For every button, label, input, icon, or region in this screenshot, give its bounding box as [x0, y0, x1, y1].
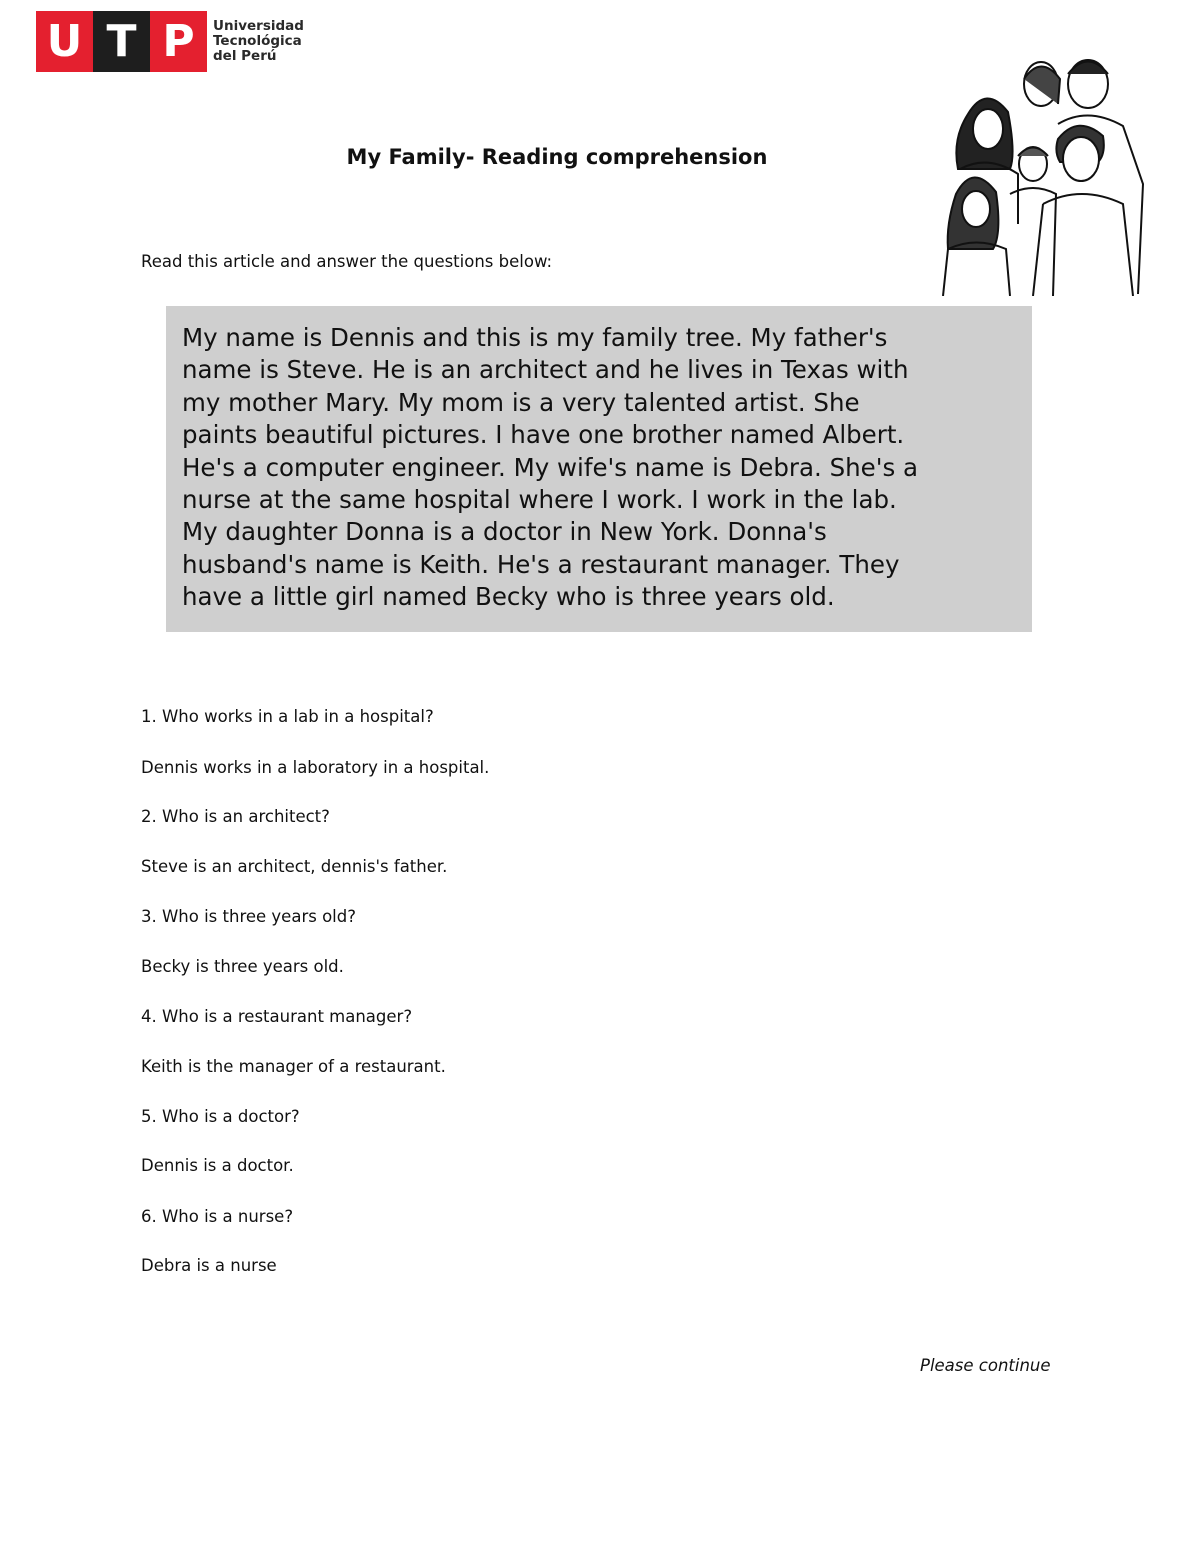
- article-line: my mother Mary. My mom is a very talented artist. She: [182, 387, 860, 417]
- answer-6: Debra is a nurse: [141, 1256, 277, 1275]
- page-title: My Family- Reading comprehension: [346, 145, 768, 169]
- article-line: husband's name is Keith. He's a restaurant manager. They: [182, 549, 900, 579]
- answer-3: Becky is three years old.: [141, 957, 344, 976]
- question-4: 4. Who is a restaurant manager?: [141, 1007, 413, 1026]
- question-5: 5. Who is a doctor?: [141, 1107, 300, 1126]
- article-line: name is Steve. He is an architect and he lives in Texas with: [182, 355, 909, 385]
- article-line: My daughter Donna is a doctor in New York. Donna's: [182, 517, 827, 547]
- logo-line-1: Universidad: [213, 17, 304, 34]
- instructions: Read this article and answer the questions below:: [141, 252, 553, 271]
- question-6: 6. Who is a nurse?: [141, 1207, 294, 1226]
- article-text: [182, 322, 1016, 614]
- answer-4: Keith is the manager of a restaurant.: [141, 1057, 446, 1076]
- logo-mark: [36, 11, 207, 72]
- please-continue-note: Please continue: [920, 1356, 1051, 1375]
- logo-letter-p: P: [150, 11, 207, 72]
- answer-1: Dennis works in a laboratory in a hospital.: [141, 758, 490, 777]
- logo-line-3: del Perú: [213, 47, 277, 64]
- article-line: My name is Dennis and this is my family tree. My father's: [182, 323, 888, 352]
- article-line: have a little girl named Becky who is three years old.: [182, 582, 835, 612]
- family-illustration: [938, 44, 1152, 296]
- article-line: nurse at the same hospital where I work. I work in the lab.: [182, 485, 897, 515]
- article-line: He's a computer engineer. My wife's name is Debra. She's a: [182, 452, 919, 482]
- answer-2: Steve is an architect, dennis's father.: [141, 857, 448, 876]
- utp-logo: [36, 10, 304, 72]
- article-box: [166, 306, 1032, 632]
- question-3: 3. Who is three years old?: [141, 907, 356, 926]
- question-2: 2. Who is an architect?: [141, 807, 330, 826]
- logo-line-2: Tecnológica: [213, 32, 302, 49]
- logo-letter-t: T: [93, 11, 150, 72]
- answer-5: Dennis is a doctor.: [141, 1156, 294, 1175]
- logo-letter-u: U: [36, 11, 93, 72]
- article-line: paints beautiful pictures. I have one brother named Albert.: [182, 420, 905, 450]
- question-1: 1. Who works in a lab in a hospital?: [141, 707, 434, 726]
- logo-wordmark: [213, 19, 304, 64]
